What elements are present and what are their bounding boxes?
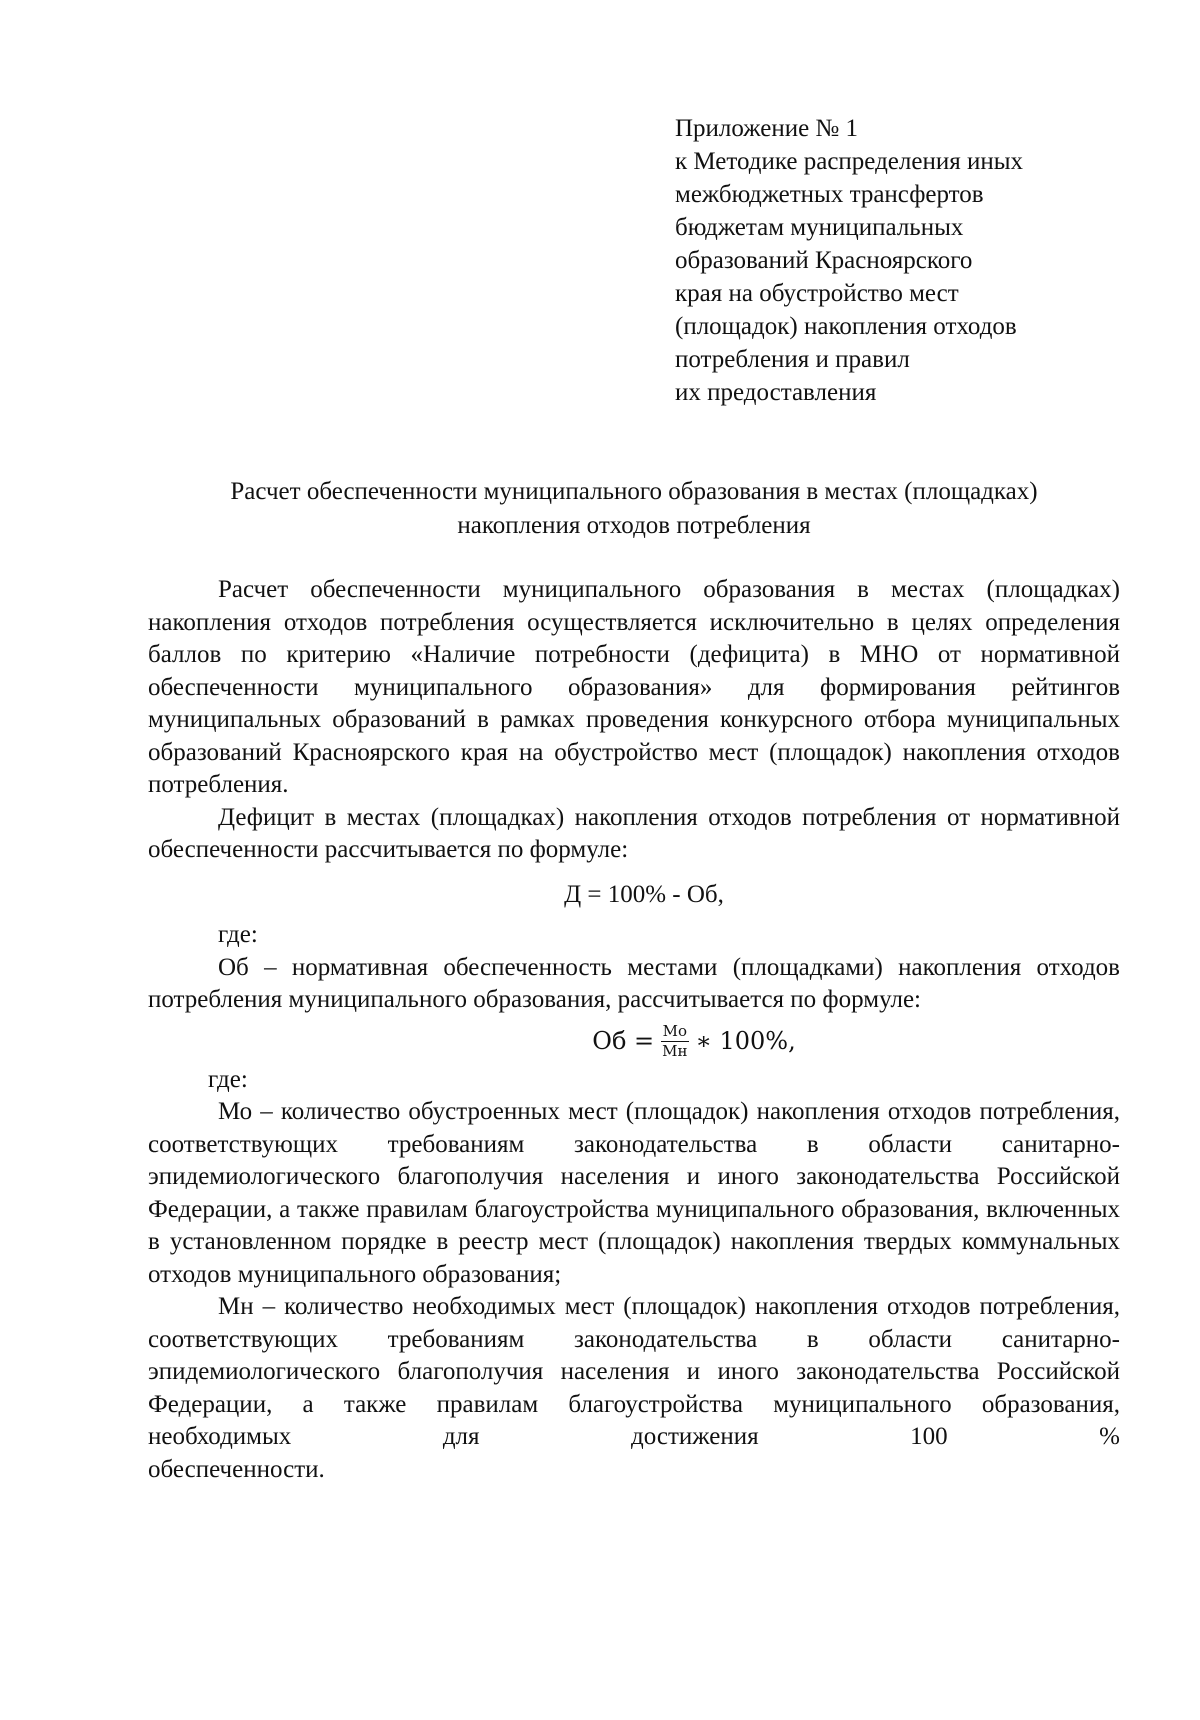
where-label: где: — [208, 1065, 248, 1093]
annex-line: межбюджетных трансфертов — [675, 181, 984, 208]
paragraph-purpose: Расчет обеспеченности муниципального образования в местах (площадках) накопления отходов потребления осуществляется исключительно в целях определения баллов по критерию «Наличие потребности (дефицита) в МНО от нормативной обеспеченности муниципального образования» для формирования рейтингов муниципальных образований в рамках проведения конкурсного отбора муниципальных образований Красноярского края на обустройство мест (площадок) накопления отходов потребления. — [148, 576, 1120, 798]
document-body — [148, 574, 1120, 1486]
paragraph-mo-definition: Мо – количество обустроенных мест (площадок) накопления отходов потребления, соответствующих требованиям законодательства в области санитарно-эпидемиологического благополучия населения и иного законодательства Российской Федерации, а также правилам благоустройства муниципального образования, включенных в установленном порядке в реестр мест (площадок) накопления твердых коммунальных отходов муниципального образования; — [148, 1098, 1120, 1288]
formula-ob-fraction — [660, 1023, 689, 1060]
title-line-2: накопления отходов потребления — [457, 512, 811, 539]
title-line-1: Расчет обеспеченности муниципального образования в местах (площадках) — [230, 478, 1038, 505]
annex-line: бюджетам муниципальных — [675, 214, 964, 241]
paragraph-deficit: Дефицит в местах (площадках) накопления отходов потребления от нормативной обеспеченности рассчитывается по формуле: — [148, 803, 1120, 863]
annex-line: (площадок) накопления отходов — [675, 313, 1017, 340]
document-title — [148, 475, 1120, 543]
annex-header — [675, 112, 1145, 409]
formula-ob-numerator: Мо — [662, 1021, 688, 1040]
annex-line: образований Красноярского — [675, 247, 973, 274]
annex-line: края на обустройство мест — [675, 280, 959, 307]
annex-line: к Методике распределения иных — [675, 148, 1024, 175]
paragraph-mn-end: обеспеченности. — [148, 1455, 325, 1483]
formula-ob-lhs: Об = — [592, 1026, 655, 1055]
formula-ob-rhs: ∗ 100%, — [695, 1026, 796, 1055]
formula-deficit: Д = 100% - Об, — [564, 880, 724, 908]
paragraph-mn-definition: Мн – количество необходимых мест (площадок) накопления отходов потребления, соответствующих требованиям законодательства в области санитарно-эпидемиологического благополучия населения и иного законодательства Российской Федерации, а также правилам благоустройства муниципального образования, необходимых для достижения 100 % — [148, 1293, 1120, 1450]
formula-ob-denominator: Мн — [662, 1041, 688, 1060]
annex-line: Приложение № 1 — [675, 115, 859, 142]
where-label: где: — [218, 921, 258, 948]
annex-line: их предоставления — [675, 379, 877, 406]
formula-ob — [148, 1023, 1120, 1060]
annex-line: потребления и правил — [675, 346, 910, 373]
paragraph-ob-definition: Об – нормативная обеспеченность местами (площадками) накопления отходов потребления муниципального образования, рассчитывается по формуле: — [148, 953, 1120, 1013]
